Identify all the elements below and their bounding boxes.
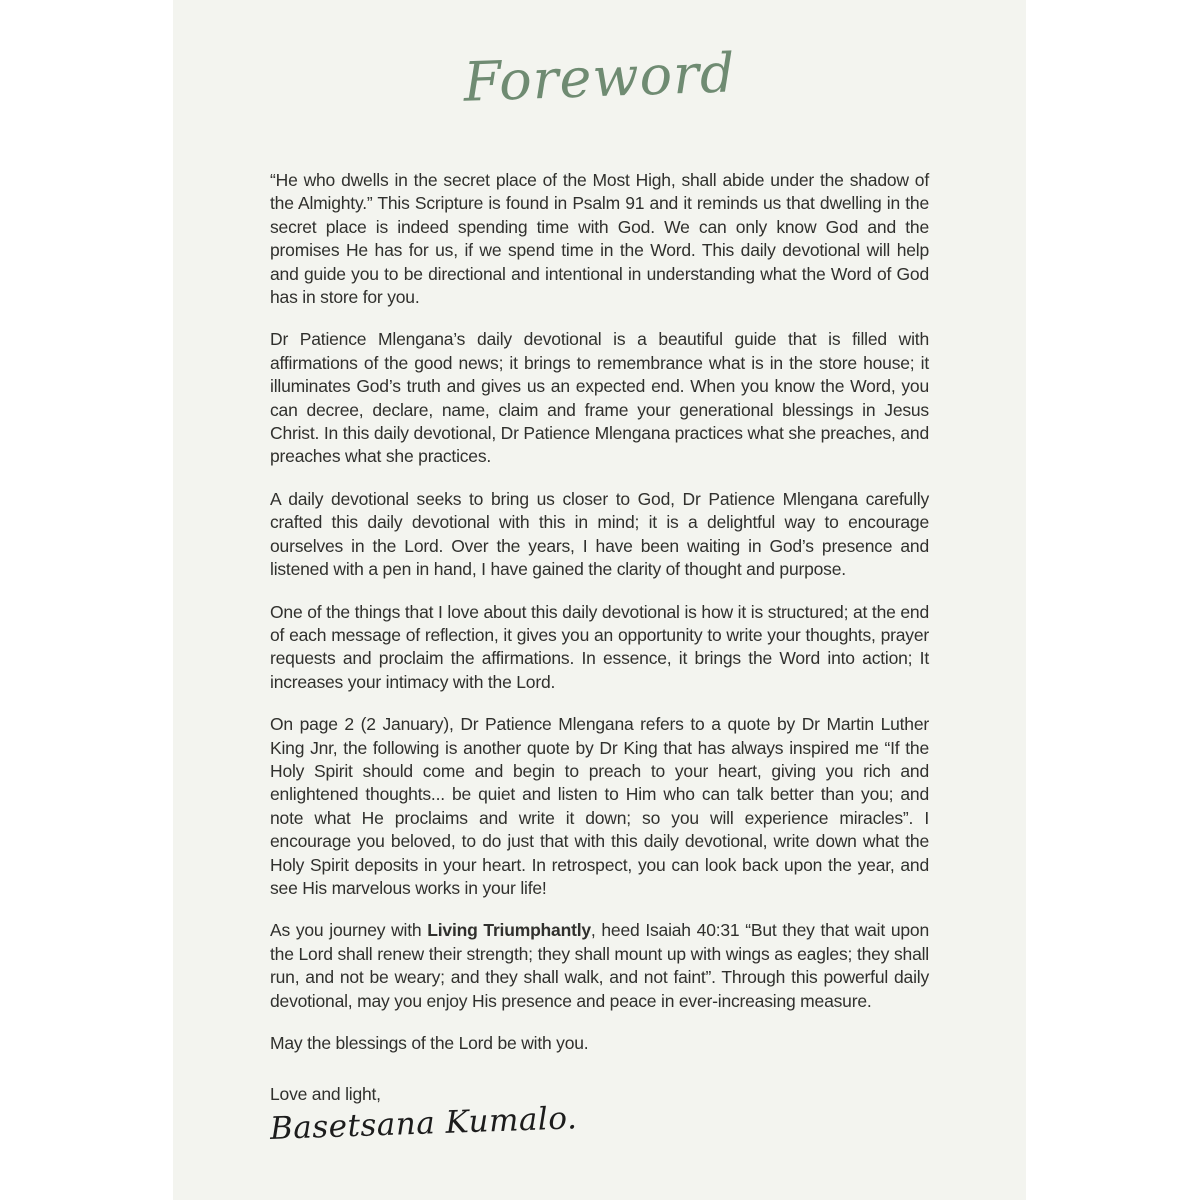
page-title: Foreword: [462, 41, 737, 114]
book-title-living-triumphantly: Living Triumphantly: [427, 920, 591, 941]
foreword-paragraph-6: [270, 919, 929, 1013]
foreword-paragraph-5: On page 2 (2 January), Dr Patience Mlengana refers to a quote by Dr Martin Luther King Jnr, the following is another quote by Dr King that has always inspired me “If the Holy Spirit should come and begin to preach to your heart, giving you rich and enlightened thoughts... be quiet and listen to Him who can talk better than you; and note what He proclaims and write it down; so you will experience miracles”. I encourage you beloved, to do just that with this daily devotional, write down what the Holy Spirit deposits in your heart. In retrospect, you can look back upon the year, and see His marvelous works in your life!: [270, 714, 929, 898]
foreword-paragraph-4: One of the things that I love about this daily devotional is how it is structured; at the end of each message of reflection, it gives you an opportunity to write your thoughts, prayer requests and proclaim the affirmations. In essence, it brings the Word into action; It increases your intimacy with the Lord.: [270, 601, 929, 692]
foreword-paragraph-2: Dr Patience Mlengana’s daily devotional is a beautiful guide that is filled with affirmations of the good news; it brings to remembrance what is in the store house; it illuminates God’s truth and gives us an expected end. When you know the Word, you can decree, declare, name, claim and frame your generational blessings in Jesus Christ. In this daily devotional, Dr Patience Mlengana practices what she preaches, and preaches what she practices.: [270, 329, 929, 467]
author-signature: Basetsana Kumalo.: [269, 1100, 578, 1147]
foreword-paragraph-1: “He who dwells in the secret place of the Most High, shall abide under the shadow of the Almighty.” This Scripture is found in Psalm 91 and it reminds us that dwelling in the secret place is indeed spending time with God. We can only know God and the promises He has for us, if we spend time in the Word. This daily devotional will help and guide you to be directional and intentional in understanding what the Word of God has in store for you.: [270, 170, 929, 308]
foreword-body: [270, 169, 929, 1147]
book-page: [173, 0, 1026, 1200]
paragraph-segment: As you journey with: [270, 920, 428, 941]
valediction-line: Love and light,: [270, 1084, 381, 1105]
closing-line: May the blessings of the Lord be with you.: [270, 1033, 589, 1053]
foreword-paragraph-3: A daily devotional seeks to bring us closer to God, Dr Patience Mlengana carefully crafted this daily devotional with this in mind; it is a delightful way to encourage ourselves in the Lord. Over the years, I have been waiting in God’s presence and listened with a pen in hand, I have gained the clarity of thought and purpose.: [270, 488, 929, 580]
paragraph-segment: , heed Isaiah 40:31 “But they that wait upon the Lord shall renew their strength; they shall mount up with wings as eagles; they shall run, and not be weary; and they shall walk, and not faint”. Through this powerful daily devotional, may you enjoy His presence and peace in ever-increasing measure.: [270, 920, 929, 1011]
